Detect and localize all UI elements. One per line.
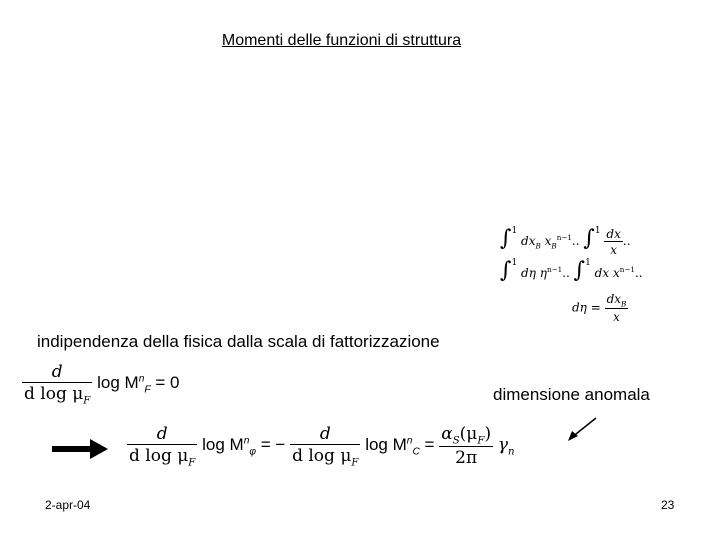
log-moment: log M [202, 435, 244, 454]
integral-block [500, 226, 700, 325]
integral-dots: .. [622, 234, 631, 248]
integral-sign: ∫ [500, 226, 512, 251]
substitution-lhs: dη [572, 300, 587, 315]
equals-minus: = − [260, 435, 286, 454]
integral-dots: .. [634, 266, 643, 280]
integral-variable: x [544, 234, 552, 248]
integral-sign: ∫ [500, 258, 512, 283]
integral-subscript: B [551, 241, 557, 251]
derivative-fraction-2: $\frac{d}{d \log \mu_F}$ [292, 424, 359, 469]
anomalous-dimension-label: dimensione anomala [493, 385, 650, 404]
integral-sign: ∫ [573, 258, 586, 283]
integral-upper-limit: 1 [511, 258, 518, 268]
coupling-fraction: $\frac{\alpha_S(\mu_F)}{2\pi}$ [441, 424, 492, 469]
substitution-fraction: $\frac{dx_B}{x}$ [606, 292, 627, 325]
integral-fraction: $\frac{dx}{x}$ [606, 226, 621, 257]
bold-arrow-icon [52, 439, 108, 459]
integral-line-1 [500, 226, 631, 257]
moment-subscript: F [144, 384, 151, 396]
annotation-arrow [566, 414, 606, 444]
statement-text: indipendenza della fisica dalla scala di fattorizzazione [37, 332, 440, 351]
footer-date: 2-apr-04 [45, 498, 91, 512]
integral-upper-limit: 1 [594, 226, 601, 236]
integral-upper-limit: 1 [585, 258, 591, 268]
integral-differential: dη [521, 266, 536, 280]
log-moment-2: log M [365, 435, 407, 454]
gamma-term: $\gamma_n$ [497, 435, 515, 458]
integral-variable: η [539, 266, 547, 280]
moment-exponent: n [138, 373, 145, 385]
integral-dots: .. [571, 234, 580, 248]
equation-anomalous-dimension: $\frac{d}{d \log \mu_F}$ $\log M^n_\varphi$ = − $\frac{d}{d \log \mu_F}$ $\log M^n_C$ = $\frac{\alpha_S(\mu_F)}{2\pi}$ $\gamma_n$ [129, 424, 515, 469]
integral-variable: x [612, 266, 620, 280]
integral-exponent: n−1 [556, 233, 572, 242]
log-moment: log M [97, 373, 139, 392]
integral-differential: dx [594, 266, 610, 280]
equation-rhs: = 0 [155, 373, 180, 392]
integral-sign: ∫ [583, 226, 595, 251]
integral-dots: .. [562, 266, 570, 280]
integral-exponent: n−1 [619, 265, 635, 274]
integral-upper-limit: 1 [511, 226, 518, 236]
integral-differential: dx [521, 234, 536, 248]
slide-title: Momenti delle funzioni di struttura [221, 32, 462, 49]
equation-scale-independence [22, 362, 179, 406]
integral-subscript: B [535, 241, 541, 251]
integral-line-3: dη = $\frac{dx_B}{x}$ [572, 292, 627, 325]
page-number: 23 [661, 498, 675, 512]
equals-sign: = [424, 435, 435, 454]
integral-exponent: n−1 [546, 265, 563, 274]
derivative-fraction: $\frac{d}{d \log \mu_F}$ [129, 424, 196, 469]
derivative-fraction: $\frac{d}{d \log \mu_F}$ [24, 362, 91, 407]
integral-line-2 [500, 258, 643, 283]
